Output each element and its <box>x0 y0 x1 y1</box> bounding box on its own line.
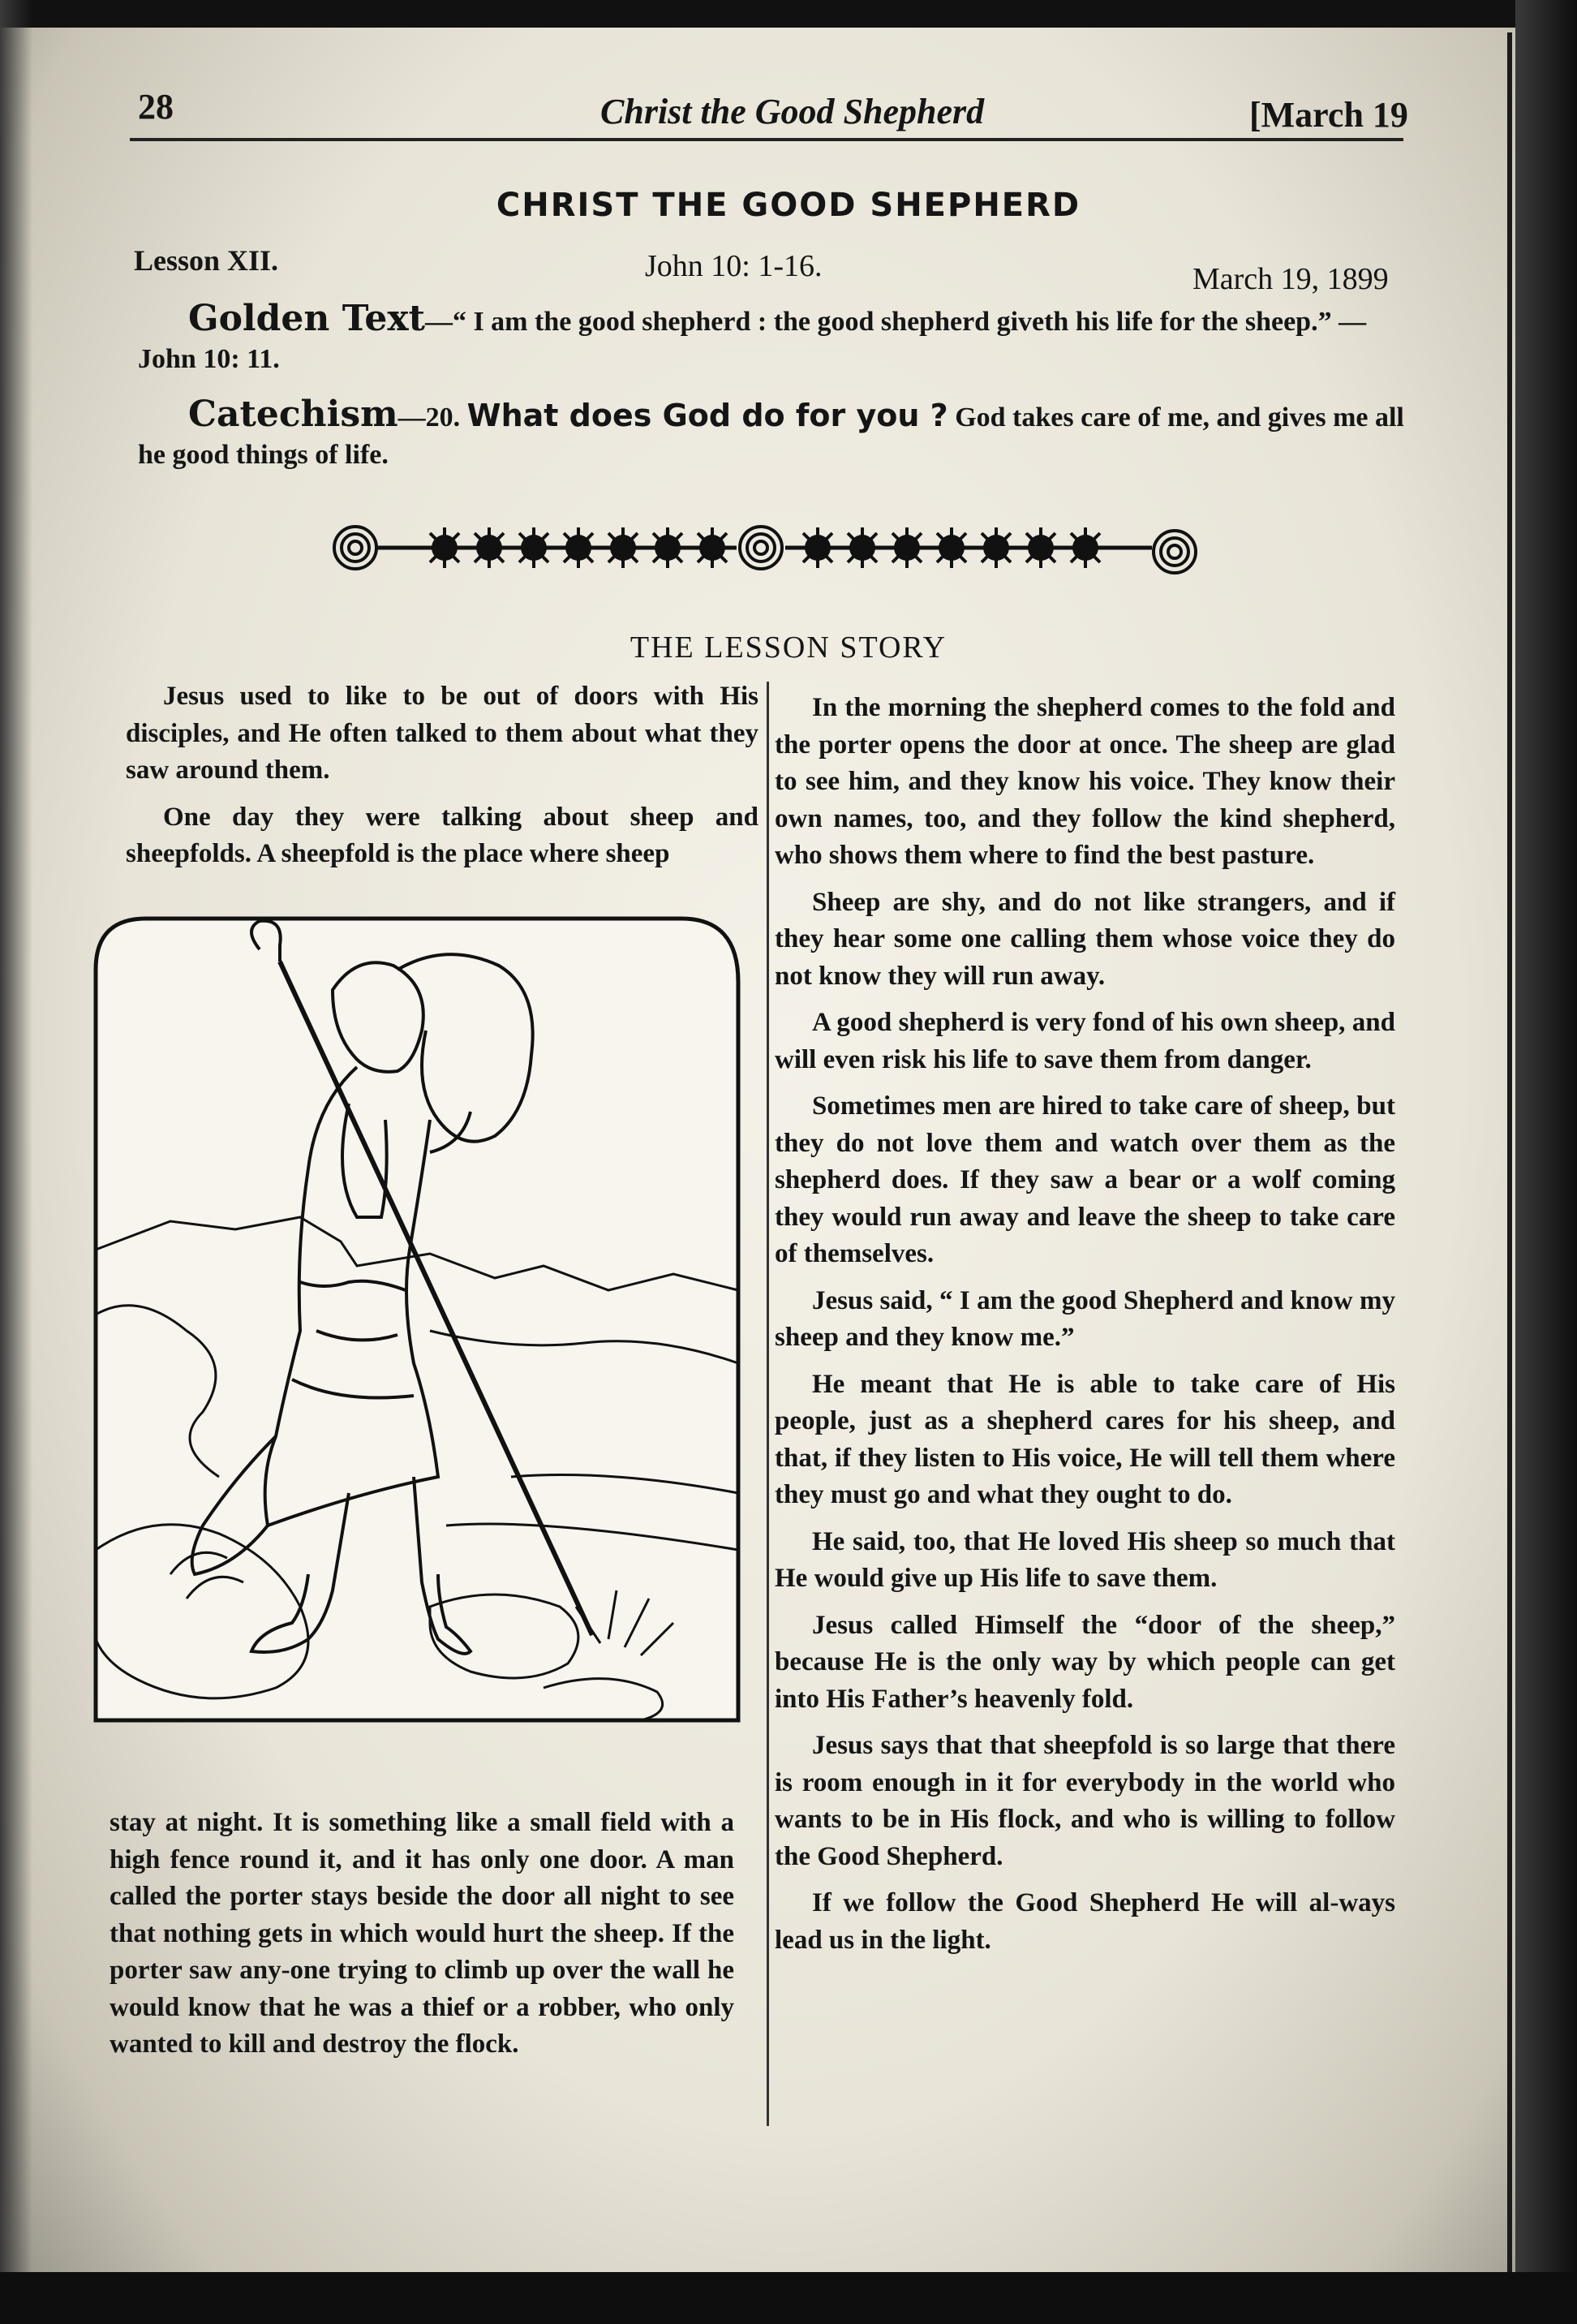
paragraph: If we follow the Good Shepherd He will al-ways lead us in the light. <box>775 1888 1395 1955</box>
golden-text-body: —“ I am the good shepherd : the good shepherd giveth his life for the sheep.” —John 10: 11. <box>138 307 1367 374</box>
golden-text-label: Golden Text <box>188 298 425 339</box>
running-date: [March 19 <box>1249 95 1408 135</box>
scan-border-bottom <box>0 2272 1577 2324</box>
scan-border-right <box>1515 0 1577 2324</box>
paragraph: Jesus used to like to be out of doors with His disciples, and He often talked to them about what they saw around them. <box>126 682 758 785</box>
story-heading: THE LESSON STORY <box>630 630 947 665</box>
scan-border-top <box>0 0 1577 28</box>
paragraph: Sheep are shy, and do not like strangers, and if they hear some one calling them whose voice they do not know they will run away. <box>775 887 1395 991</box>
catechism <box>138 396 1407 474</box>
paragraph: stay at night. It is something like a small field with a high fence round it, and it has only one door. A man called the porter stays beside the door all night to see that nothing gets in which would hurt the sheep. If the porter saw any-one trying to climb up over the wall he would know that he was a thief or a robber, who only wanted to kill and destroy the flock. <box>110 1808 734 2059</box>
shepherd-illustration <box>89 909 750 1737</box>
left-column-bottom <box>110 1805 734 2073</box>
running-head <box>130 81 1412 146</box>
catechism-number: —20. <box>397 402 461 433</box>
paragraph: One day they were talking about sheep and sheepfolds. A sheepfold is the place where sheep <box>126 802 758 868</box>
paragraph: A good shepherd is very fond of his own sheep, and will even risk his life to save them from danger. <box>775 1008 1395 1074</box>
page-edge-line <box>1507 32 1512 2272</box>
paragraph: Jesus says that that sheepfold is so large that there is room enough in it for everybody in the world who wants to be in His flock, and who is willing to follow the Good Shepherd. <box>775 1731 1395 1871</box>
golden-text <box>138 300 1407 378</box>
header-rule <box>130 138 1403 141</box>
paragraph: In the morning the shepherd comes to the fold and the porter opens the door at once. The sheep are glad to see him, and they know his voice. They know their own names, too, and they follow the kind shepherd, who shows them where to find the best pasture. <box>775 693 1395 870</box>
right-column <box>775 690 1395 1969</box>
lesson-number: Lesson XII. <box>134 244 279 277</box>
scan-border-left <box>0 0 32 2324</box>
paragraph: He meant that He is able to take care of His people, just as a shepherd cares for his sheep, and that, if they listen to His voice, He will tell them where they must go and what they ought to do. <box>775 1369 1395 1509</box>
catechism-label: Catechism <box>188 394 398 435</box>
catechism-question: What does God do for you ? <box>466 398 948 433</box>
paragraph: Sometimes men are hired to take care of sheep, but they do not love them and watch over them as the shepherd does. If they saw a bear or a wolf coming they would run away and leave the sheep to take care of themselves. <box>775 1091 1395 1268</box>
paragraph: He said, too, that He loved His sheep so much that He would give up His life to save them. <box>775 1526 1395 1593</box>
paragraph: Jesus said, “ I am the good Shepherd and know my sheep and they know me.” <box>775 1285 1395 1352</box>
ornamental-divider <box>331 511 1223 584</box>
lesson-meta <box>134 243 1407 296</box>
lesson-date: March 19, 1899 <box>1192 262 1389 296</box>
lesson-title: CHRIST THE GOOD SHEPHERD <box>496 187 1081 224</box>
paragraph: Jesus called Himself the “door of the sheep,” because He is the only way by which people can get into His Father’s heavenly fold. <box>775 1610 1395 1714</box>
left-column-top <box>126 678 758 883</box>
page-number: 28 <box>138 87 174 127</box>
column-rule <box>767 682 769 2126</box>
running-title: Christ the Good Shepherd <box>600 92 985 131</box>
catechism-answer: God takes care of me, and gives me all he good things of life. <box>138 402 1404 470</box>
scripture-reference: John 10: 1-16. <box>645 249 823 283</box>
